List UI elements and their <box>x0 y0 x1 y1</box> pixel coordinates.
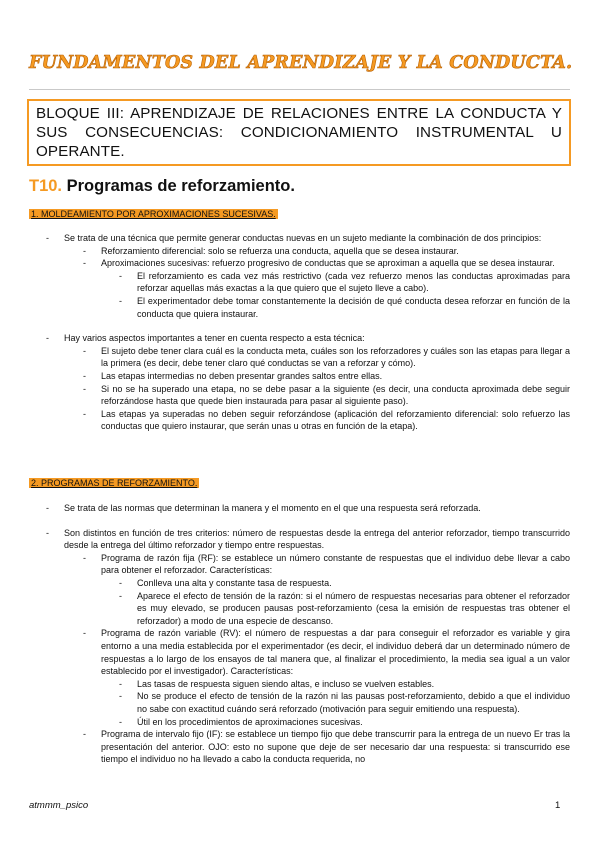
bloque-heading: BLOQUE III: APRENDIZAJE DE RELACIONES ENTRE LA CONDUCTA Y SUS CONSECUENCIAS: CONDICIONAMIENTO INSTRUMENTAL U OPERANTE. <box>27 99 571 166</box>
list-item: - El reforzamiento es cada vez más restrictivo (cada vez refuerzo menos las conductas aproximadas para reforzar aquellas más exactas a la que quiero que el sujeto lleve a cabo). <box>29 270 570 295</box>
list-item: - Conlleva una alta y constante tasa de respuesta. <box>29 577 570 590</box>
section-2-list <box>29 502 570 766</box>
list-item: - Se trata de una técnica que permite generar conductas nuevas en un sujeto mediante la combinación de dos principios: <box>29 232 570 245</box>
list-item: - Aparece el efecto de tensión de la razón: si el número de respuestas necesarias para obtener el reforzador es muy elevado, se producen pausas post-reforzamiento (cesa la emisión de respuestas tras obtener el reforzador) a modo de una especie de descanso. <box>29 590 570 628</box>
list-item: - Se trata de las normas que determinan la manera y el momento en el que una respuesta será reforzada. <box>29 502 570 515</box>
page-number: 1 <box>555 800 561 811</box>
list-item: - Las tasas de respuesta siguen siendo altas, e incluso se vuelven estables. <box>29 678 570 691</box>
list-item: - Programa de intervalo fijo (IF): se establece un tiempo fijo que debe transcurrir para la entrega de un nuevo Er tras la presentación del anterior. OJO: esto no supone que deje de ser necesario dar una respuesta: si transcurrido ese tiempo el individuo no ha llevado a cabo la conducta requerida, no <box>29 728 570 766</box>
document-title: FUNDAMENTOS DEL APRENDIZAJE Y LA CONDUCTA. <box>29 53 573 73</box>
list-item: - No se produce el efecto de tensión de la razón ni las pausas post-reforzamiento, debido a que el individuo no sabe con exactitud cuándo será reforzado (motivación para seguir emitiendo una respuesta). <box>29 690 570 715</box>
list-item: - Programa de razón variable (RV): el número de respuestas a dar para conseguir el reforzador es variable y gira entorno a una media establecida por el experimentador (es decir, el individuo deberá dar un determinado número de respuestas a lo largo de los ensayos de tal manera que, al finalizar el procedimiento, la media sea igual a un valor establecido por el investigador). Características: <box>29 627 570 677</box>
section-heading-programas: 2. PROGRAMAS DE REFORZAMIENTO. <box>31 478 198 488</box>
section-heading-moldeamiento: 1. MOLDEAMIENTO POR APROXIMACIONES SUCESIVAS. <box>31 209 276 219</box>
topic-title: Programas de reforzamiento. <box>66 177 295 195</box>
list-item: - Las etapas intermedias no deben presentar grandes saltos entre ellas. <box>29 370 570 383</box>
list-item: - Si no se ha superado una etapa, no se debe pasar a la siguiente (es decir, una conducta aproximada debe seguir reforzándose hasta que quede bien instaurada para pasar al siguiente paso). <box>29 383 570 408</box>
list-item: - Útil en los procedimientos de aproximaciones sucesivas. <box>29 716 570 729</box>
list-item: - Aproximaciones sucesivas: refuerzo progresivo de conductas que se aproximan a aquella que se desea instaurar. <box>29 257 570 270</box>
list-item: - El sujeto debe tener clara cuál es la conducta meta, cuáles son los reforzadores y cuáles son las etapas para llegar a la primera (es decir, debe tener claro qué conductas se van a reforzar y cómo). <box>29 345 570 370</box>
list-item: - Hay varios aspectos importantes a tener en cuenta respecto a esta técnica: <box>29 332 570 345</box>
section-1-list <box>29 232 570 433</box>
title-divider <box>29 89 570 90</box>
topic-heading <box>29 177 295 196</box>
list-item: - Las etapas ya superadas no deben seguir reforzándose (aplicación del reforzamiento diferencial: solo refuerzo las conductas que quiero instaurar, que serán unas u otras en función de la etapa). <box>29 408 570 433</box>
list-item: - Son distintos en función de tres criterios: número de respuestas desde la entrega del anterior reforzador, tiempo transcurrido desde la entrega del último reforzador y tiempo entre respuestas. <box>29 527 570 552</box>
list-item: - Programa de razón fija (RF): se establece un número constante de respuestas que el individuo debe llevar a cabo para obtener el reforzador. Características: <box>29 552 570 577</box>
list-item: - Reforzamiento diferencial: solo se refuerza una conducta, aquella que se desea instaurar. <box>29 245 570 258</box>
topic-number: T10. <box>29 177 63 195</box>
list-item: - El experimentador debe tomar constantemente la decisión de qué conducta desea reforzar en función de la conducta que quiera instaurar. <box>29 295 570 320</box>
footer-author: atmmm_psico <box>29 800 89 811</box>
